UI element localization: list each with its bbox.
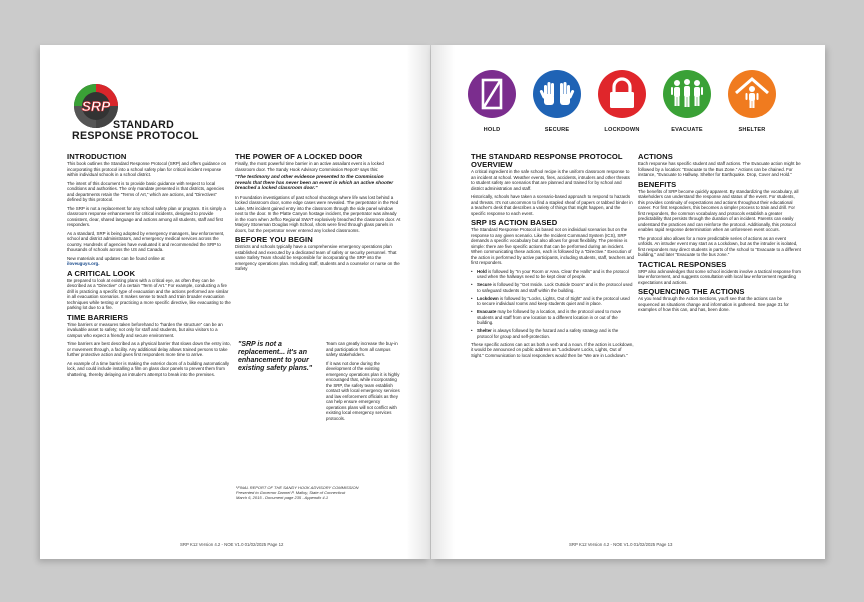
list-text: is always followed by the hazard and a safety strategy and is the protocol for group and self-protection. [477,328,619,339]
footnote-line: March 6, 2015 - Document page 235 - Appendix 4-1 [236,495,329,500]
list-item [471,328,634,339]
paragraph: Be prepared to look at existing plans with a critical eye, as often they can be described as a "Directive" of a certain "Term of Art." For example, conducting a fire drill is practicing a specific type of evacuation and the actions performed are similar in all evacuation scenarios. It makes sense to teach and train broader evacuation techniques while testing or practicing a more specific directive, like evacuating to the parking lot due to a fire. [67,277,231,310]
paragraph: The protocol also allows for a more predictable series of actions as an event unfolds. An intruder event may start as a Lockdown, but as the intruder is isolated, first responders may direct students in parts of the school to "Evacuate to a different building," and later "Evacuate to the bus zone." [638,235,801,257]
heading-power-locked-door: THE POWER OF A LOCKED DOOR [235,152,363,161]
list-text: may be followed by a location, and is the protocol used to move students and staff from one location to a different location in or out of the building. [477,309,622,325]
brand-line2: RESPONSE PROTOCOL [72,130,199,142]
heading-actions: ACTIONS [638,152,673,161]
brand-line1: STANDARD [113,119,175,131]
list-text: is followed by "In your Room or Area. Clear the Halls" and is the protocol used when the hallways need to be kept clear of people. [477,268,629,279]
list-term: Shelter [477,328,492,333]
paragraph-text: New materials and updates can be found online at [67,255,165,261]
gutter-shadow [406,45,430,559]
page-footer: SRP K12 Version 4.2 - NOE V1.0 01/02/2025 Page 13 [569,542,673,547]
paragraph: Team can greatly increase the buy-in and participation from all campus safety stakeholders. [326,341,398,357]
paragraph: These specific actions can act as both a verb and a noun. If the action is Lockdown, it would be announced on public address as "Lockdown! Locks, Lights, Out of Sight." Communication to local responders would then be "We are in Lockdown." [471,341,634,358]
paragraph: Finally, the most powerful time barrier in an active assailant event is a locked classroom door. The Sandy Hook Advisory Commission Report¹ says this: [235,161,384,172]
left-column-2 [235,153,401,275]
heading-sequencing: SEQUENCING THE ACTIONS [638,287,745,296]
padlock-icon [597,69,647,119]
gutter-shadow [431,45,455,559]
heading-introduction: INTRODUCTION [67,152,127,161]
hold-action [467,69,517,133]
paragraph: Time barriers are best described as a physical barrier that slows down the entry into, or movement through, a facility. Any additional delay allows trained persons to take further protective action and gives first responders more time to arrive. [67,341,231,357]
heading-critical-look: A CRITICAL LOOK [67,268,136,278]
paragraph [67,256,232,267]
heading-time-barriers: TIME BARRIERS [67,312,129,322]
paragraph: The intent of this document is to provide basic guidance with respect to local conditions and authorities. The only mandate presented is that districts, agencies and departments retain the "Terms of Art," which are actions, and "Directives" defined by this protocol. [67,180,225,202]
door-icon [467,69,517,119]
evacuate-action [662,69,712,133]
paragraph: The benefits of SRP become quickly apparent. By standardizing the vocabulary, all stakeholders can understand the response and status of the event. For students, this provides continuity of expectations and actions throughout their educational career. For first responders, this becomes a simpler process to train and drill. For first responders, the common vocabulary and protocols establish a greater predictability that persists through the duration of an incident. Parents can easily understand the practices and can reinforce the protocol. Additionally, this protocol enables rapid response determination when an unforeseen event occurs. [638,188,799,232]
paragraph: Historically, schools have taken a scenario-based approach to respond to hazards and threats. It's not uncommon to find a stapled sheaf of papers or tabbed binder in a teacher's desk that describes a variety of things that might happen, and the specific response to each event. [471,194,633,216]
list-item [471,309,634,326]
paragraph: An example of a time barrier is making the exterior doors of a building automatically lock, and could include installing a film on glass door panels to prevent them from shattering, thereby delaying an intruder's attempt to break into the premises. [67,360,230,377]
paragraph: Each response has specific student and staff actions. The Evacuate action might be followed by a location: "Evacuate to the Bus Zone." Actions can be chained. For instance, "Evacuate to Hallway. Shelter for Earthquake. Drop, Cover and Hold." [638,161,801,177]
heading-tactical-responses: TACTICAL RESPONSES [638,259,727,269]
left-column-1 [67,153,232,380]
hands-icon [532,69,582,119]
paragraph: The SRP is not a replacement for any school safety plan or program. It is simply a classroom response enhancement for critical incidents, designed to provide consistent, clear, shared language and actions among all students, staff and first responders. [67,205,226,227]
page-footer: SRP K12 Version 4.2 - NOE V1.0 01/02/2025 Page 12 [180,542,284,547]
shelter-label: SHELTER [738,127,766,133]
footnote [236,485,401,500]
paragraph: SRP also acknowledges that some school incidents involve a tactical response from law enforcement, and suggests consultation with local law enforcement regarding expectations and actions. [638,268,801,285]
logo-text: SRP [81,98,111,114]
paragraph: If it was not done during the development of the existing emergency operations plan it is highly encouraged that, while incorporating the SRP, the safety team establish contact with local emergency services and law enforcement officials as they can help ensure emergency operations plans will not conflict with existing local emergency services protocols. [326,360,400,421]
list-term: Evacuate [477,309,497,314]
list-term: Hold [477,268,487,274]
heading-action-based: SRP IS ACTION BASED [471,218,558,227]
paragraph: Time barriers or measures taken beforehand to "harden the structure" can be an invaluable asset to safety; not only for staff and students, but also visitors to a campus who expect a friendly and secure environment. [67,321,223,338]
paragraph: Districts and schools typically have a comprehensive emergency operations plan established and executed by a dedicated team of safety or security personnel. That same Safety Team should be responsible for incorporating the SRP into the emergency operations plan. Including staff, students and a counselor or nurse on the Safety [235,244,400,272]
paragraph: The Standard Response Protocol is based not on individual scenarios but on the response to any given scenario. Like the Incident Command System (ICS), SRP demands a specific vocabulary but also allows for great flexibility. The premise is simple: there are five specific actions that can be performed during an incident. When communicating these actions, each is followed by a "Directive." Execution of the action is performed by active participants, including students, staff, teachers and first responders. [471,227,634,265]
secure-label: SECURE [544,127,570,133]
footnote-line: ¹FINAL REPORT OF THE SANDY HOOK ADVISORY COMMISSION [236,485,359,490]
paragraph: As a standard, SRP is being adopted by emergency managers, law enforcement, school and district administrators, and emergency medical services across the country. Hundreds of agencies have evaluated it and recommended the SRP to thousands of schools across the US and Canada. [67,230,225,252]
website-link[interactable]: iloveuguys.org. [67,261,100,266]
secure-action [532,69,582,133]
footnote-line: Presented to Governor Dannel P. Malloy, State of Connecticut [236,490,346,495]
left-page [40,45,430,559]
list-term: Secure [477,282,492,287]
paragraph: In Foundation investigations of past school shootings where life was lost behind a locked classroom door, some edge cases were revealed. The perpetrator in the Red Lake, MN incident gained entry into the classroom through the side panel window next to the door. In the Platte Canyon hostage incident, the perpetrator was already in the room when Jeffco Regional SWAT explosively breached the classroom door. At Marjory Stoneman Douglas High School, shots were fired through glass panels in doors, but the perpetrator never entered any locked classrooms. [235,194,401,233]
heading-srp-overview: THE STANDARD RESPONSE PROTOCOL OVERVIEW [471,152,623,169]
heading-benefits: BENEFITS [638,179,677,189]
shelter-action [727,69,777,133]
actions-list [471,269,634,340]
right-column-2 [638,153,802,316]
right-page [431,45,825,559]
lockdown-action [597,69,647,133]
lockdown-label: LOCKDOWN [604,127,640,133]
shelter-icon [727,69,777,119]
list-item [471,296,634,307]
paragraph: As you read through the Action Sections, you'll see that the actions can be sequenced as situations change and information is gathered. See page 31 for examples of how this can, and has, been done. [638,296,789,312]
list-item [471,282,634,293]
left-column-2-wrap [326,341,401,424]
paragraph: A critical ingredient in the safe school recipe is the uniform classroom response to an incident at school. Weather events, fires, accidents, intruders and other threats to student safety are scenarios that are planned and trained for by school and district administration and staff. [471,169,630,191]
evacuate-label: EVACUATE [671,127,703,133]
list-item [471,269,634,280]
action-icons-row [467,69,787,149]
people-icon [662,69,712,119]
pull-quote: "SRP is not a replacement... it's an enhancement to your existing safety plans." [238,341,313,372]
list-text: is followed by "Locks, Lights, Out of Sight" and is the protocol used to secure individual rooms and keep students quiet and in place. [477,295,630,306]
list-text: is followed by "Get Inside. Lock Outside Doors" and is the protocol used to safeguard students and staff within the building. [477,282,633,293]
paragraph: This book outlines the Standard Response Protocol (SRP) and offers guidance on incorporating this protocol into a school safety plan for critical incident response within individual schools in a school district. [67,161,227,177]
right-column-1 [471,153,634,361]
list-term: Lockdown [477,295,499,301]
commission-quote: "The testimony and other evidence presented to the Commission reveals that there has never been an event in which an active shooter breached a locked classroom door." [235,175,394,192]
heading-before-you-begin: BEFORE YOU BEGIN [235,235,313,245]
hold-label: HOLD [483,127,501,133]
brand-title [72,120,199,142]
